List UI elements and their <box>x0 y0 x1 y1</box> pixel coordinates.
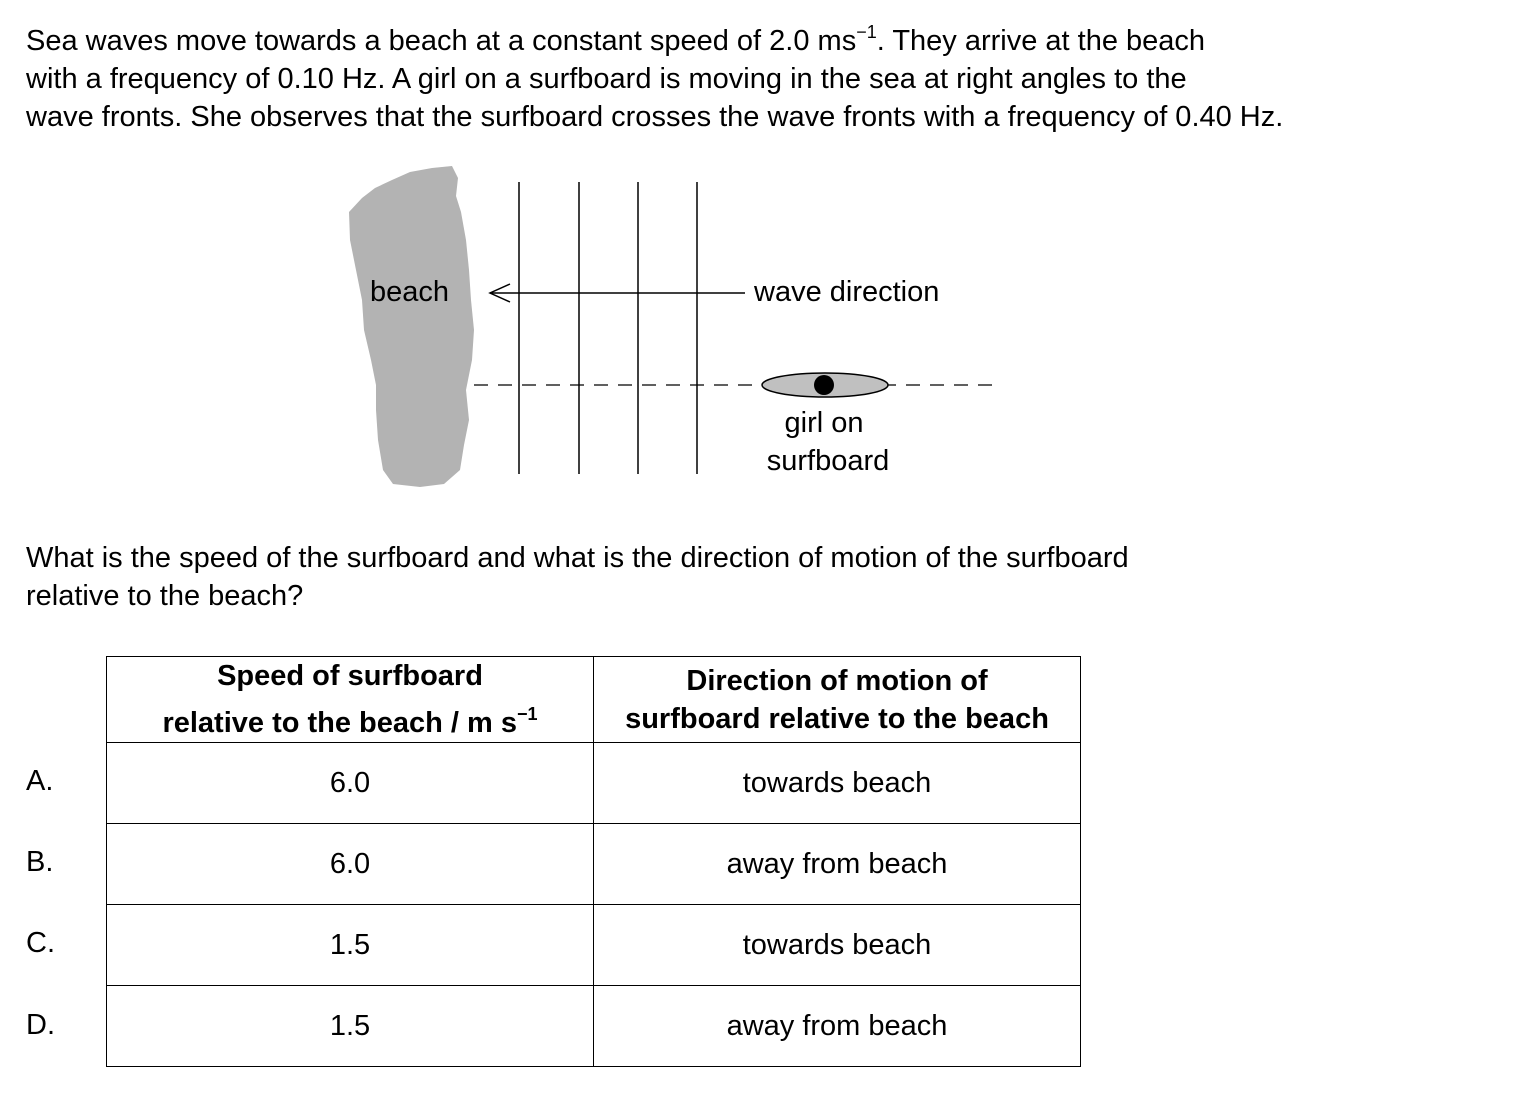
speed-cell: 1.5 <box>107 986 594 1067</box>
table-row[interactable] <box>107 905 1081 986</box>
unit-superscript: −1 <box>856 22 877 42</box>
table-row[interactable] <box>107 743 1081 824</box>
option-letter-c[interactable]: C. <box>26 927 55 959</box>
wave-direction-label: wave direction <box>754 276 940 308</box>
wave-diagram <box>0 0 1515 520</box>
intro-line-1-tail: . They arrive at the beach <box>876 25 1206 57</box>
header-direction-line-2: surfboard relative to the beach <box>625 702 1049 735</box>
answer-table <box>106 656 1081 1067</box>
intro-line-1-main: Sea waves move towards a beach at a constant speed of 2.0 ms <box>26 25 857 57</box>
header-direction <box>594 657 1081 743</box>
header-speed-line-2: relative to the beach / m s <box>162 707 518 739</box>
table-header-row <box>107 657 1081 743</box>
header-direction-line-1: Direction of motion of <box>686 664 988 697</box>
header-speed-unit-superscript: −1 <box>517 704 538 724</box>
direction-cell: towards beach <box>594 905 1081 986</box>
question-text <box>26 539 1326 615</box>
direction-cell: away from beach <box>594 824 1081 905</box>
table-row[interactable] <box>107 824 1081 905</box>
girl-dot <box>814 375 834 395</box>
header-speed-line-1: Speed of surfboard <box>217 660 483 692</box>
girl-label-line-2: surfboard <box>766 445 890 477</box>
speed-cell: 6.0 <box>107 743 594 824</box>
speed-cell: 6.0 <box>107 824 594 905</box>
beach-label: beach <box>370 276 450 308</box>
girl-label-line-1: girl on <box>784 407 864 439</box>
option-letter-b[interactable]: B. <box>26 846 54 878</box>
header-speed <box>107 657 594 743</box>
option-letter-d[interactable]: D. <box>26 1009 55 1041</box>
speed-cell: 1.5 <box>107 905 594 986</box>
direction-cell: away from beach <box>594 986 1081 1067</box>
intro-line-2: with a frequency of 0.10 Hz. A girl on a surfboard is moving in the sea at right angles to the <box>26 63 1187 95</box>
direction-cell: towards beach <box>594 743 1081 824</box>
option-letter-a[interactable]: A. <box>26 765 54 797</box>
beach-shape <box>349 166 474 487</box>
question-line-1: What is the speed of the surfboard and what is the direction of motion of the surfboard <box>26 542 1129 574</box>
question-line-2: relative to the beach? <box>26 580 304 612</box>
table-row[interactable] <box>107 986 1081 1067</box>
intro-line-3: wave fronts. She observes that the surfboard crosses the wave fronts with a frequency of 0.40 Hz. <box>26 101 1284 133</box>
